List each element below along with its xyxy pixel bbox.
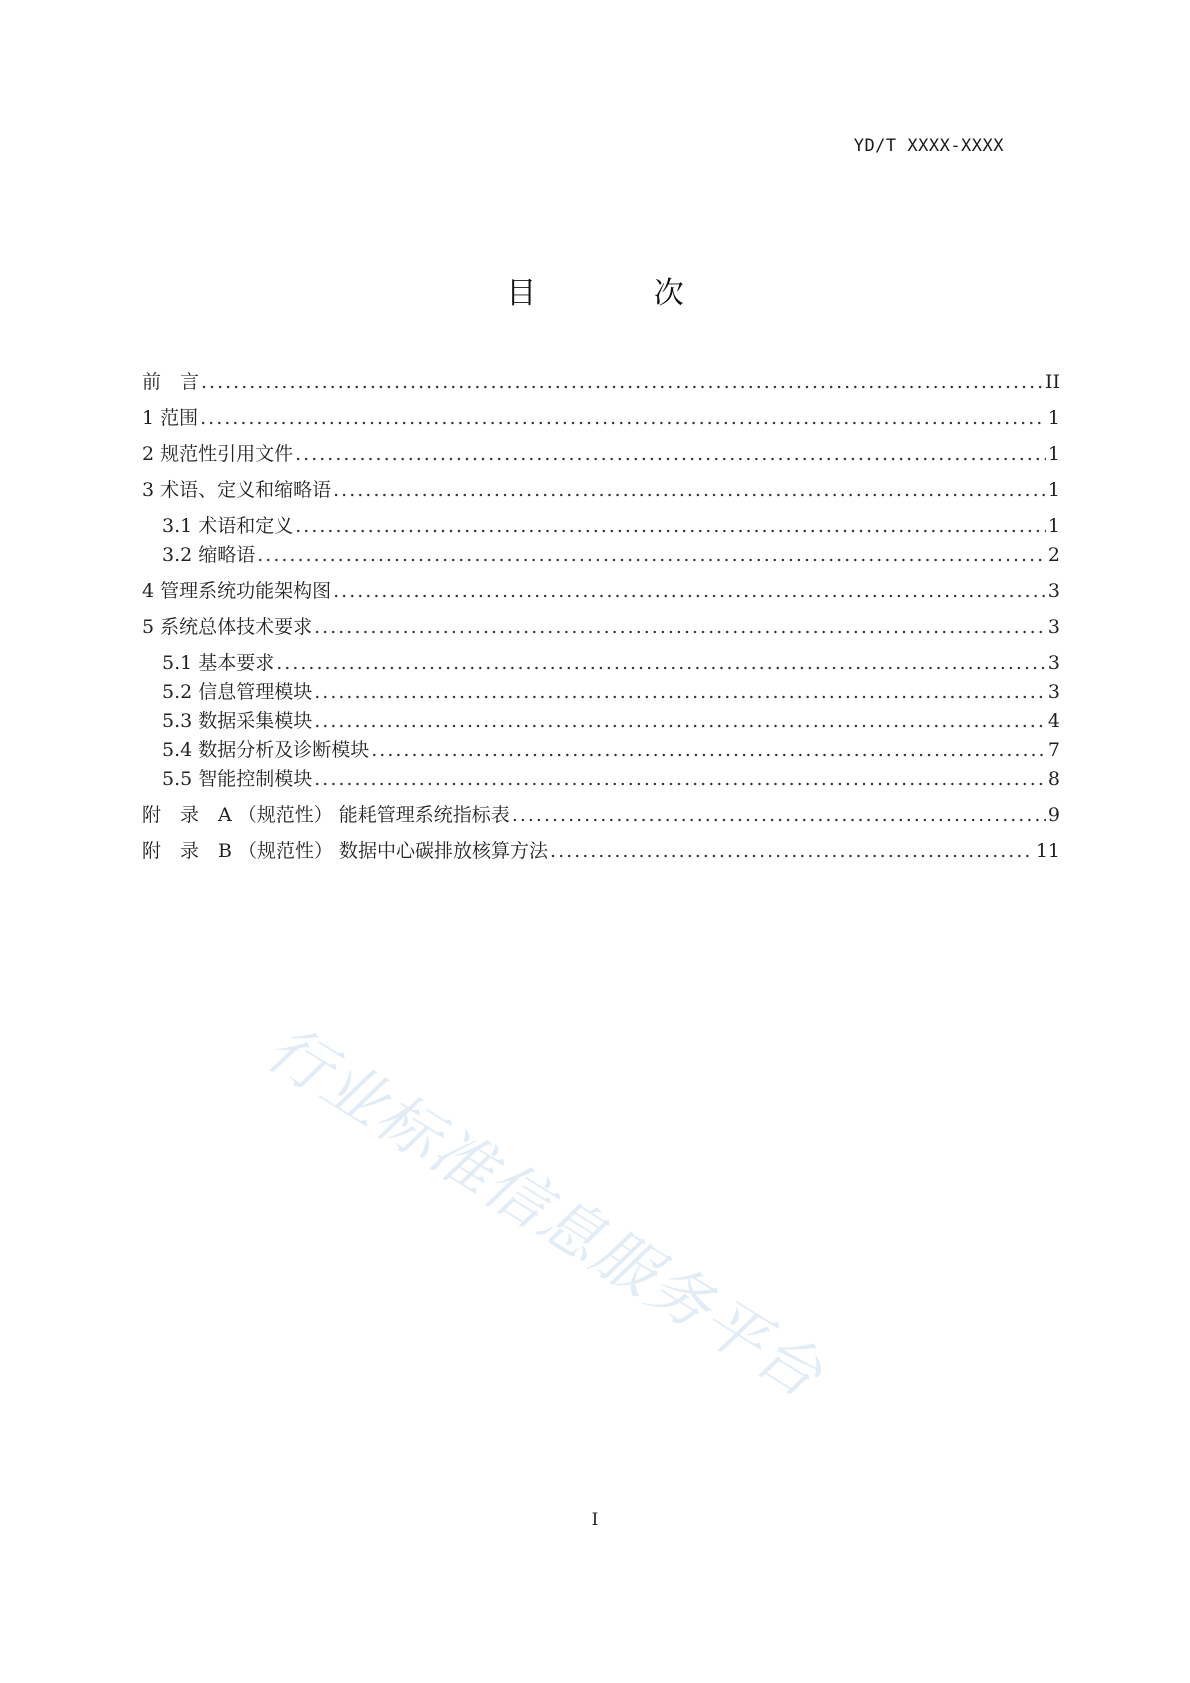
- toc-page-number: 8: [1047, 768, 1060, 790]
- toc-entry-label: 前 言: [142, 371, 200, 393]
- toc-entry-analysis-module[interactable]: [162, 738, 1060, 762]
- toc-entry-appendix-a[interactable]: [142, 803, 1060, 827]
- toc-entry-basic-requirements[interactable]: [162, 651, 1060, 675]
- toc-page-number: 3: [1047, 580, 1060, 602]
- toc-entry-normative-references[interactable]: [142, 442, 1060, 466]
- toc-page-number: 1: [1047, 443, 1060, 465]
- toc-entry-appendix-b[interactable]: [142, 839, 1060, 863]
- toc-leader-dots: [314, 709, 1046, 733]
- toc-page-number: 2: [1047, 544, 1060, 566]
- toc-leader-dots: [200, 406, 1046, 430]
- toc-leader-dots: [257, 543, 1046, 567]
- toc-entry-label: 3.2 缩略语: [162, 544, 256, 566]
- toc-leader-dots: [550, 839, 1034, 863]
- toc-entry-label: 2 规范性引用文件: [142, 443, 294, 465]
- toc-leader-dots: [371, 738, 1046, 762]
- toc-page-number: 1: [1047, 479, 1060, 501]
- toc-page-number: 3: [1047, 652, 1060, 674]
- toc-page-number: 7: [1047, 739, 1060, 761]
- toc-entry-label: 附 录 A （规范性） 能耗管理系统指标表: [142, 804, 510, 826]
- toc-entry-label: 5 系统总体技术要求: [142, 616, 313, 638]
- toc-entry-label: 3.1 术语和定义: [162, 515, 294, 537]
- toc-entry-terms[interactable]: [142, 478, 1060, 502]
- toc-leader-dots: [333, 579, 1046, 603]
- document-code: YD/T XXXX-XXXX: [853, 136, 1004, 156]
- toc-leader-dots: [276, 651, 1046, 675]
- toc-entry-terms-definitions[interactable]: [162, 514, 1060, 538]
- toc-leader-dots: [295, 514, 1046, 538]
- watermark: 行业标准信息服务平台: [254, 1011, 836, 1413]
- toc-entry-data-collection-module[interactable]: [162, 709, 1060, 733]
- toc-leader-dots: [333, 478, 1046, 502]
- toc-entry-label: 5.5 智能控制模块: [162, 768, 313, 790]
- toc-entry-label: 1 范围: [142, 407, 199, 429]
- toc-entry-label: 5.1 基本要求: [162, 652, 275, 674]
- toc-page-number: 1: [1047, 407, 1060, 429]
- toc-page-number: 9: [1047, 804, 1060, 826]
- toc-entry-requirements[interactable]: [142, 615, 1060, 639]
- toc-page-number: II: [1044, 371, 1060, 393]
- toc-entry-abbreviations[interactable]: [162, 543, 1060, 567]
- toc-page-number: 3: [1047, 681, 1060, 703]
- toc-entry-control-module[interactable]: [162, 767, 1060, 791]
- toc-page-number: 11: [1035, 840, 1060, 862]
- toc-page-number: 4: [1047, 710, 1060, 732]
- toc-leader-dots: [314, 680, 1046, 704]
- toc-entry-label: 5.3 数据采集模块: [162, 710, 313, 732]
- toc-entry-label: 5.2 信息管理模块: [162, 681, 313, 703]
- toc-leader-dots: [314, 767, 1046, 791]
- toc-page-number: 3: [1047, 616, 1060, 638]
- toc-entry-information-module[interactable]: [162, 680, 1060, 704]
- toc-leader-dots: [512, 803, 1046, 827]
- toc-entry-label: 3 术语、定义和缩略语: [142, 479, 332, 501]
- toc-leader-dots: [314, 615, 1046, 639]
- toc-page-number: 1: [1047, 515, 1060, 537]
- toc-entry-foreword[interactable]: [142, 370, 1060, 394]
- toc-entry-label: 5.4 数据分析及诊断模块: [162, 739, 370, 761]
- toc-entry-scope[interactable]: [142, 406, 1060, 430]
- toc-entry-label: 附 录 B （规范性） 数据中心碳排放核算方法: [142, 840, 549, 862]
- toc-entry-label: 4 管理系统功能架构图: [142, 580, 332, 602]
- toc-entry-architecture[interactable]: [142, 579, 1060, 603]
- toc-leader-dots: [201, 370, 1043, 394]
- page-number: I: [591, 1510, 599, 1530]
- page-title: 目 次: [506, 276, 738, 311]
- toc-leader-dots: [295, 442, 1046, 466]
